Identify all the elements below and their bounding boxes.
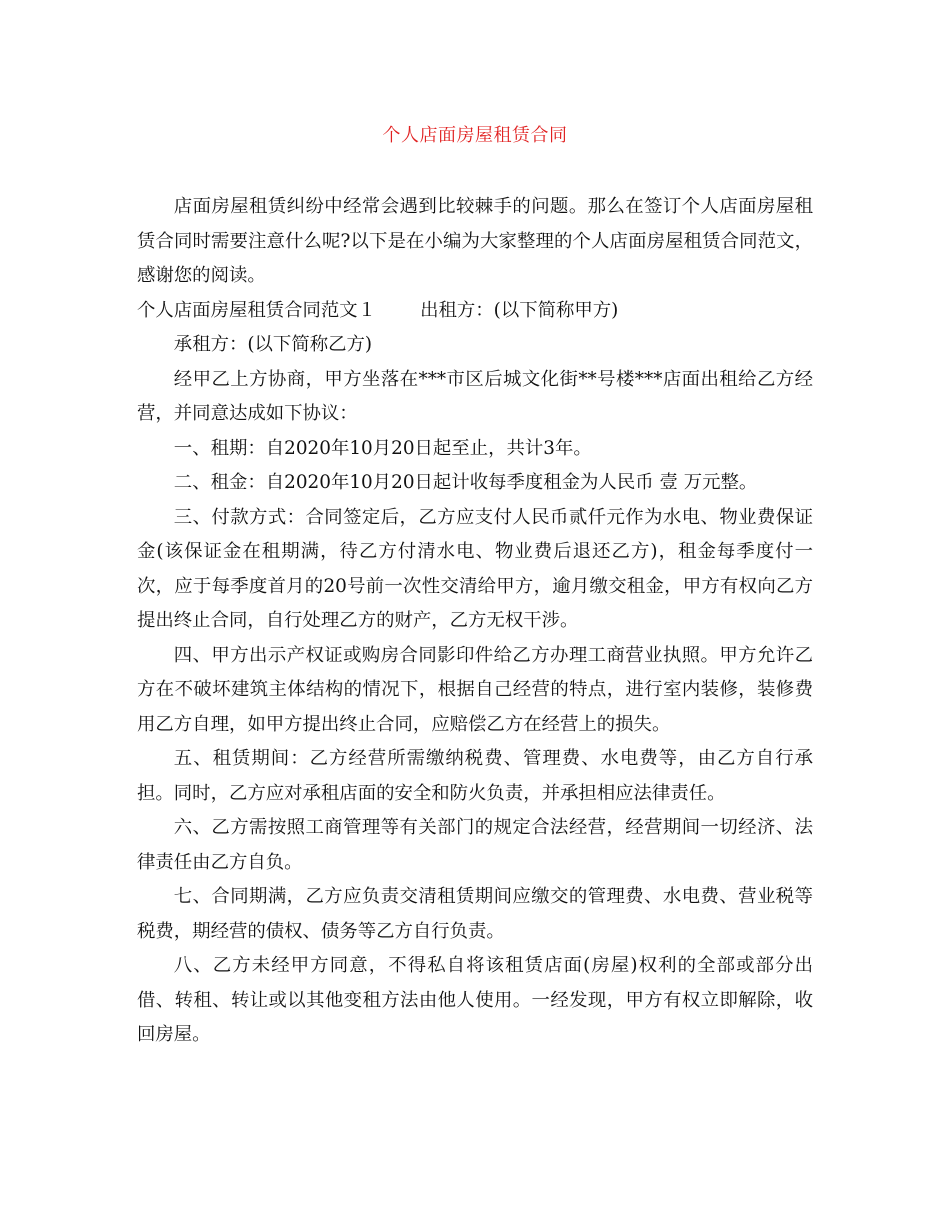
clause-1-term: 一、租期：自2020年10月20日起至止，共计3年。 <box>173 437 592 459</box>
clause-5-period: 五、租赁期间：乙方经营所需缴纳税费、管理费、水电费等，由乙方自行承担。同时，乙方应对承租店面的安全和防火负责，并承担相应法律责任。 <box>137 748 813 804</box>
sample-heading: 个人店面房屋租赁合同范文１ <box>137 299 377 321</box>
lessee-line: 承租方：(以下简称乙方) <box>173 334 373 355</box>
intro-paragraph: 店面房屋租赁纠纷中经常会遇到比较棘手的问题。那么在签订个人店面房屋租赁合同时需要注意什么呢?以下是在小编为大家整理的个人店面房屋租赁合同范文，感谢您的阅读。 <box>137 196 813 286</box>
agreement-intro: 经甲乙上方协商，甲方坐落在***市区后城文化街**号楼***店面出租给乙方经营，并同意达成如下协议： <box>137 368 813 424</box>
clause-3-payment: 三、付款方式：合同签定后，乙方应支付人民币贰仟元作为水电、物业费保证金(该保证金在租期满，待乙方付清水电、物业费后退还乙方)，租金每季度付一次，应于每季度首月的20号前一次性交清给甲方，逾月缴交租金，甲方有权向乙方提出终止合同，自行处理乙方的财产，乙方无权干涉。 <box>137 506 813 631</box>
sample-heading-line <box>137 294 813 329</box>
clause-6-compliance: 六、乙方需按照工商管理等有关部门的规定合法经营，经营期间一切经济、法律责任由乙方自负。 <box>137 817 813 873</box>
document-title: 个人店面房屋租赁合同 <box>382 125 568 146</box>
clause-2-rent: 二、租金：自2020年10月20日起计收每季度租金为人民币 壹 万元整。 <box>173 472 758 493</box>
lessor-line: 出租方：(以下简称甲方) <box>420 299 619 321</box>
clause-7-expiry: 七、合同期满，乙方应负责交清租赁期间应缴交的管理费、水电费、营业税等税费，期经营的债权、债务等乙方自行负责。 <box>137 886 813 942</box>
document-body <box>137 190 813 1053</box>
clause-8-sublet: 八、乙方未经甲方同意，不得私自将该租赁店面(房屋)权利的全部或部分出借、转租、转让或以其他变租方法由他人使用。一经发现，甲方有权立即解除，收回房屋。 <box>137 955 813 1045</box>
clause-4-license: 四、甲方出示产权证或购房合同影印件给乙方办理工商营业执照。甲方允许乙方在不破坏建筑主体结构的情况下，根据自己经营的特点，进行室内装修，装修费用乙方自理，如甲方提出终止合同，应赔偿乙方在经营上的损失。 <box>137 644 813 735</box>
